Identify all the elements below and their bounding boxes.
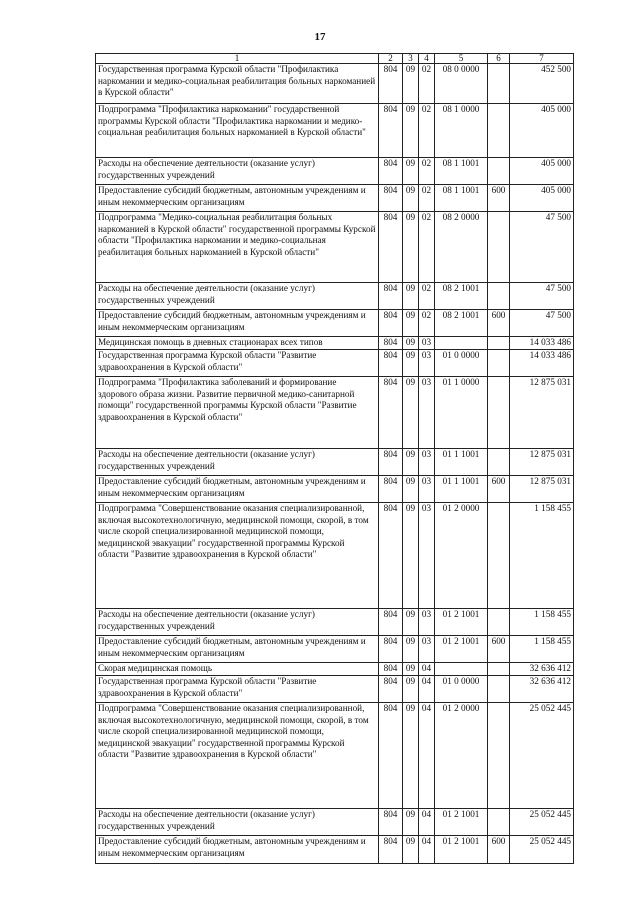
cell-name: Подпрограмма "Профилактика наркомании" государственной программы Курской области "Профилактика наркомании и медико-социальная реабилитация больных наркоманией в Курской области" — [96, 104, 379, 158]
cell-ved: 804 — [379, 283, 403, 310]
cell-ved: 804 — [379, 377, 403, 449]
cell-vr — [488, 377, 510, 449]
cell-csr: 01 2 0000 — [435, 503, 488, 609]
cell-ved: 804 — [379, 636, 403, 663]
cell-ved: 804 — [379, 836, 403, 864]
cell-pr: 02 — [419, 283, 435, 310]
cell-pr: 04 — [419, 703, 435, 809]
cell-sum: 32 636 412 — [510, 676, 574, 703]
cell-pr: 02 — [419, 212, 435, 283]
cell-sum: 14 033 486 — [510, 350, 574, 377]
column-header: 4 — [419, 54, 435, 64]
table-row — [96, 636, 574, 663]
cell-ved: 804 — [379, 503, 403, 609]
cell-rz: 09 — [403, 703, 419, 809]
cell-vr: 600 — [488, 185, 510, 212]
cell-vr — [488, 609, 510, 636]
cell-csr: 01 1 1001 — [435, 476, 488, 503]
column-header: 5 — [435, 54, 488, 64]
cell-ved: 804 — [379, 212, 403, 283]
cell-name: Государственная программа Курской области "Развитие здравоохранения в Курской области" — [96, 676, 379, 703]
table-row — [96, 212, 574, 283]
table-row — [96, 310, 574, 337]
table-row — [96, 836, 574, 864]
cell-vr: 600 — [488, 836, 510, 864]
cell-vr: 600 — [488, 476, 510, 503]
cell-ved: 804 — [379, 676, 403, 703]
cell-pr: 03 — [419, 476, 435, 503]
cell-name: Медицинская помощь в дневных стационарах всех типов — [96, 337, 379, 350]
table-row — [96, 158, 574, 185]
table-row — [96, 449, 574, 476]
column-header: 2 — [379, 54, 403, 64]
cell-csr — [435, 663, 488, 676]
cell-ved: 804 — [379, 703, 403, 809]
cell-ved: 804 — [379, 64, 403, 104]
table-row — [96, 283, 574, 310]
cell-pr: 03 — [419, 503, 435, 609]
cell-ved: 804 — [379, 310, 403, 337]
cell-rz: 09 — [403, 337, 419, 350]
cell-name: Расходы на обеспечение деятельности (оказание услуг) государственных учреждений — [96, 809, 379, 836]
cell-pr: 04 — [419, 836, 435, 864]
cell-csr: 01 2 1001 — [435, 809, 488, 836]
cell-pr: 04 — [419, 809, 435, 836]
cell-sum: 47 500 — [510, 310, 574, 337]
cell-rz: 09 — [403, 310, 419, 337]
cell-sum: 405 000 — [510, 185, 574, 212]
table-row — [96, 337, 574, 350]
cell-csr: 08 1 1001 — [435, 158, 488, 185]
cell-csr: 01 0 0000 — [435, 676, 488, 703]
cell-name: Государственная программа Курской области "Профилактика наркомании и медико-социальная реабилитация больных наркоманией в Курской области" — [96, 64, 379, 104]
cell-ved: 804 — [379, 476, 403, 503]
cell-name: Подпрограмма "Медико-социальная реабилитация больных наркоманией в Курской области" государственной программы Курской области "Профилактика наркомании и медико-социальная реабилитация больных наркоманией в Курской области" — [96, 212, 379, 283]
cell-rz: 09 — [403, 663, 419, 676]
column-header: 6 — [488, 54, 510, 64]
cell-rz: 09 — [403, 158, 419, 185]
cell-vr — [488, 703, 510, 809]
cell-pr: 04 — [419, 663, 435, 676]
cell-pr: 03 — [419, 350, 435, 377]
cell-pr: 03 — [419, 609, 435, 636]
cell-pr: 03 — [419, 377, 435, 449]
cell-pr: 03 — [419, 636, 435, 663]
cell-sum: 405 000 — [510, 104, 574, 158]
column-header: 1 — [96, 54, 379, 64]
cell-vr: 600 — [488, 636, 510, 663]
cell-sum: 1 158 455 — [510, 636, 574, 663]
cell-rz: 09 — [403, 449, 419, 476]
cell-vr — [488, 212, 510, 283]
page-number: 17 — [314, 31, 326, 43]
cell-name: Предоставление субсидий бюджетным, автономным учреждениям и иным некоммерческим организациям — [96, 310, 379, 337]
cell-ved: 804 — [379, 663, 403, 676]
cell-rz: 09 — [403, 609, 419, 636]
cell-csr: 01 2 0000 — [435, 703, 488, 809]
cell-ved: 804 — [379, 350, 403, 377]
cell-vr — [488, 663, 510, 676]
cell-name: Предоставление субсидий бюджетным, автономным учреждениям и иным некоммерческим организациям — [96, 476, 379, 503]
cell-ved: 804 — [379, 609, 403, 636]
cell-csr: 01 1 1001 — [435, 449, 488, 476]
cell-pr: 04 — [419, 676, 435, 703]
cell-pr: 02 — [419, 310, 435, 337]
cell-sum: 25 052 445 — [510, 703, 574, 809]
table-row — [96, 609, 574, 636]
cell-vr — [488, 64, 510, 104]
cell-rz: 09 — [403, 185, 419, 212]
cell-name: Расходы на обеспечение деятельности (оказание услуг) государственных учреждений — [96, 158, 379, 185]
cell-name: Государственная программа Курской области "Развитие здравоохранения в Курской области" — [96, 350, 379, 377]
cell-csr: 01 0 0000 — [435, 350, 488, 377]
table-row — [96, 676, 574, 703]
cell-csr — [435, 337, 488, 350]
cell-pr: 02 — [419, 64, 435, 104]
cell-rz: 09 — [403, 476, 419, 503]
cell-ved: 804 — [379, 158, 403, 185]
cell-ved: 804 — [379, 809, 403, 836]
cell-name: Расходы на обеспечение деятельности (оказание услуг) государственных учреждений — [96, 449, 379, 476]
table-row — [96, 703, 574, 809]
cell-rz: 09 — [403, 212, 419, 283]
cell-name: Расходы на обеспечение деятельности (оказание услуг) государственных учреждений — [96, 283, 379, 310]
cell-rz: 09 — [403, 350, 419, 377]
cell-name: Подпрограмма "Профилактика заболеваний и формирование здорового образа жизни. Развитие первичной медико-санитарной помощи" государственной программы Курской области "Развитие здравоохранения в Курской области" — [96, 377, 379, 449]
cell-rz: 09 — [403, 64, 419, 104]
cell-rz: 09 — [403, 636, 419, 663]
cell-sum: 47 500 — [510, 283, 574, 310]
table-row — [96, 185, 574, 212]
cell-sum: 1 158 455 — [510, 609, 574, 636]
cell-ved: 804 — [379, 185, 403, 212]
cell-vr — [488, 350, 510, 377]
budget-table — [95, 53, 574, 864]
cell-name: Подпрограмма "Совершенствование оказания специализированной, включая высокотехнологичную, медицинской помощи, скорой, в том числе скорой специализированной медицинской помощи, медицинской эвакуации" государственной программы Курской области "Развитие здравоохранения в Курской области" — [96, 703, 379, 809]
cell-name: Скорая медицинская помощь — [96, 663, 379, 676]
cell-vr — [488, 158, 510, 185]
table-row — [96, 64, 574, 104]
cell-sum: 12 875 031 — [510, 476, 574, 503]
cell-name: Расходы на обеспечение деятельности (оказание услуг) государственных учреждений — [96, 609, 379, 636]
cell-vr — [488, 283, 510, 310]
table-row — [96, 476, 574, 503]
column-header: 7 — [510, 54, 574, 64]
cell-name: Предоставление субсидий бюджетным, автономным учреждениям и иным некоммерческим организациям — [96, 836, 379, 864]
cell-rz: 09 — [403, 283, 419, 310]
cell-csr: 08 2 1001 — [435, 283, 488, 310]
cell-csr: 01 2 1001 — [435, 836, 488, 864]
cell-vr — [488, 104, 510, 158]
cell-ved: 804 — [379, 449, 403, 476]
cell-sum: 12 875 031 — [510, 449, 574, 476]
cell-rz: 09 — [403, 809, 419, 836]
table-row — [96, 350, 574, 377]
cell-sum: 25 052 445 — [510, 836, 574, 864]
cell-csr: 08 1 0000 — [435, 104, 488, 158]
cell-sum: 25 052 445 — [510, 809, 574, 836]
table-row — [96, 104, 574, 158]
cell-rz: 09 — [403, 503, 419, 609]
cell-csr: 01 1 0000 — [435, 377, 488, 449]
cell-vr — [488, 676, 510, 703]
cell-pr: 02 — [419, 158, 435, 185]
cell-name: Подпрограмма "Совершенствование оказания специализированной, включая высокотехнологичную, медицинской помощи, скорой, в том числе скорой специализированной медицинской помощи, медицинской эвакуации" государственной программы Курской области "Развитие здравоохранения в Курской области" — [96, 503, 379, 609]
cell-sum: 405 000 — [510, 158, 574, 185]
cell-name: Предоставление субсидий бюджетным, автономным учреждениям и иным некоммерческим организациям — [96, 185, 379, 212]
cell-pr: 02 — [419, 185, 435, 212]
cell-vr — [488, 449, 510, 476]
cell-csr: 08 2 1001 — [435, 310, 488, 337]
table-row — [96, 377, 574, 449]
cell-rz: 09 — [403, 104, 419, 158]
cell-vr — [488, 809, 510, 836]
table-row — [96, 663, 574, 676]
cell-pr: 02 — [419, 104, 435, 158]
cell-pr: 03 — [419, 337, 435, 350]
cell-csr: 01 2 1001 — [435, 609, 488, 636]
table-body — [96, 64, 574, 864]
cell-sum: 14 033 486 — [510, 337, 574, 350]
table-row — [96, 503, 574, 609]
cell-csr: 08 0 0000 — [435, 64, 488, 104]
cell-vr — [488, 337, 510, 350]
cell-csr: 08 2 0000 — [435, 212, 488, 283]
table-header-row — [96, 54, 574, 64]
cell-ved: 804 — [379, 104, 403, 158]
cell-ved: 804 — [379, 337, 403, 350]
cell-csr: 08 1 1001 — [435, 185, 488, 212]
cell-pr: 03 — [419, 449, 435, 476]
cell-sum: 12 875 031 — [510, 377, 574, 449]
cell-name: Предоставление субсидий бюджетным, автономным учреждениям и иным некоммерческим организациям — [96, 636, 379, 663]
cell-sum: 32 636 412 — [510, 663, 574, 676]
table-row — [96, 809, 574, 836]
cell-vr: 600 — [488, 310, 510, 337]
cell-rz: 09 — [403, 377, 419, 449]
cell-sum: 452 500 — [510, 64, 574, 104]
cell-rz: 09 — [403, 836, 419, 864]
cell-csr: 01 2 1001 — [435, 636, 488, 663]
cell-sum: 1 158 455 — [510, 503, 574, 609]
cell-rz: 09 — [403, 676, 419, 703]
column-header: 3 — [403, 54, 419, 64]
cell-sum: 47 500 — [510, 212, 574, 283]
cell-vr — [488, 503, 510, 609]
